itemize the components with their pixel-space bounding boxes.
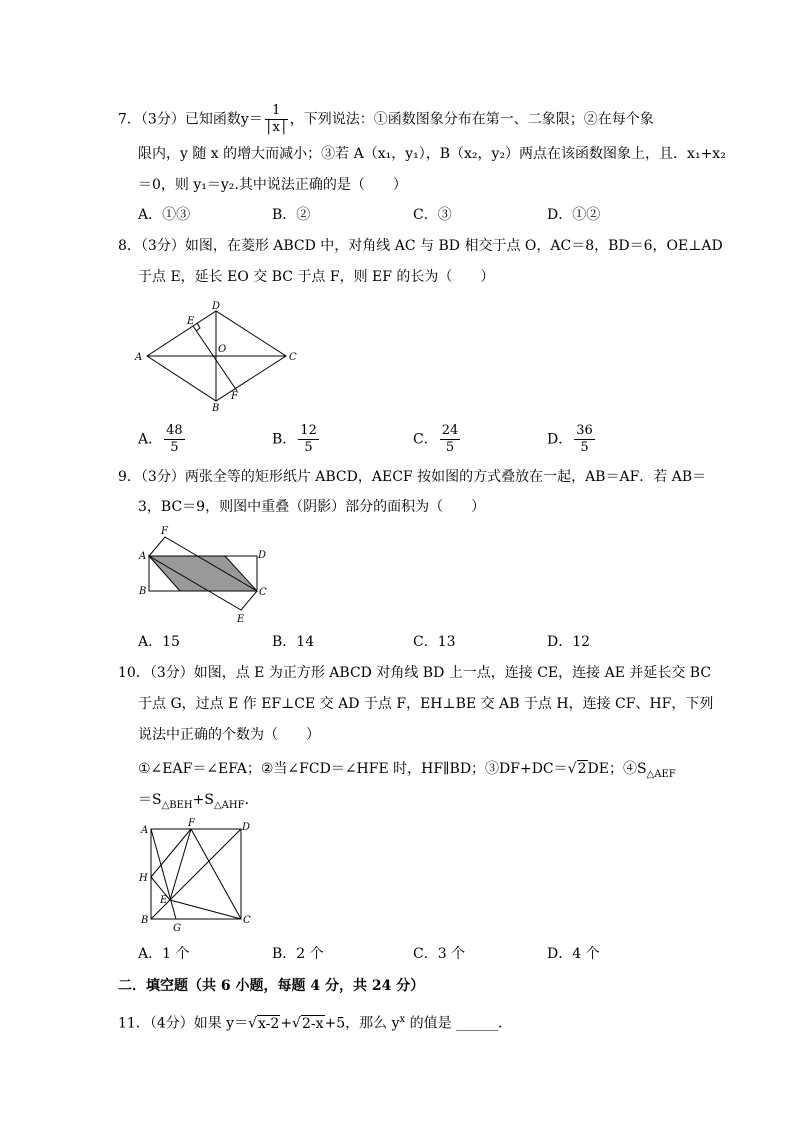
q10-option-c: C．3 个 (413, 946, 466, 962)
q9-rectangles-figure (130, 520, 280, 630)
label-c: C (243, 915, 251, 926)
label-d: D (212, 301, 221, 312)
q8-option-c: C． $\frac{24}{5}$ (413, 423, 459, 455)
q10-line3: 说法中正确的个数为（ ） (138, 727, 320, 743)
label-f: F (231, 391, 238, 402)
q7-option-a: A．①③ (138, 207, 191, 223)
q7-option-b: B．② (272, 207, 311, 223)
q9-option-a: A．15 (138, 634, 180, 650)
q10-line2: 于点 G，过点 E 作 EF⊥CE 交 AD 于点 F，EH⊥BE 交 AB 于点 H，连接 CF、HF，下列 (138, 696, 714, 712)
q7-option-d: D．①② (547, 207, 601, 223)
label-c: C (259, 587, 267, 598)
q11-answer-blank[interactable]: ______ (456, 1015, 499, 1032)
line-hf (151, 829, 191, 877)
q9-option-b: B．14 (272, 634, 315, 650)
q10-option-d: D．4 个 (547, 946, 600, 962)
label-f: F (188, 818, 195, 829)
line-cf (191, 829, 241, 919)
q7-option-c: C．③ (413, 207, 452, 223)
line-ec (170, 900, 241, 919)
label-a: A (139, 551, 147, 562)
q8-option-b: B． $\frac{12}{5}$ (272, 423, 317, 455)
label-e: E (187, 316, 195, 327)
q7-line1: 7．（3分）已知函数y＝ $\frac{1}{│x│}$ ，下列说法：①函数图象分布在第一、二象限；②在每个象 (118, 103, 654, 135)
q8-option-d: D． $\frac{36}{5}$ (547, 423, 593, 455)
label-h: H (139, 873, 148, 884)
label-e: E (237, 614, 245, 625)
q10-square-figure (130, 815, 260, 935)
section2-heading: 二．填空题（共 6 小题，每题 4 分，共 24 分） (118, 978, 425, 994)
label-a: A (135, 352, 143, 363)
label-b: B (139, 586, 147, 597)
q8-option-a: A． $\frac{48}{5}$ (138, 423, 183, 455)
label-e: E (160, 895, 168, 906)
label-c: C (289, 352, 297, 363)
q7-fraction: $\frac{1}{│x│}$ (264, 103, 288, 135)
label-d: D (258, 550, 267, 561)
q10-option-a: A．1 个 (138, 946, 190, 962)
label-f: F (161, 526, 168, 537)
q7-line3: ＝0，则 y₁＝y₂.其中说法正确的是（ ） (138, 177, 407, 193)
q9-line1: 9．（3分）两张全等的矩形纸片 ABCD，AECF 按如图的方式叠放在一起，AB＝AF．若 AB＝ (118, 469, 707, 485)
label-d: D (242, 822, 251, 833)
q8-rhombus-figure (130, 300, 310, 415)
q10-line4: ①∠EAF＝∠EFA；②当∠FCD＝∠HFE 时，HF∥BD；③DF+DC＝√2DE；$④S_{\triangle AEF}$ (138, 761, 676, 780)
label-b: B (212, 403, 220, 414)
q7-line2: 限内，y 随 x 的增大而减小；③若 A（x₁，y₁），B（x₂，y₂）两点在该函数图象上，且．x₁+x₂ (138, 146, 726, 162)
label-g: G (173, 923, 181, 934)
q10-line1: 10．（3分）如图，点 E 为正方形 ABCD 对角线 BD 上一点，连接 CE，连接 AE 并延长交 BC (118, 665, 712, 681)
q7-y-eq: y＝ (240, 111, 263, 128)
q8-line1: 8．（3分）如图，在菱形 ABCD 中，对角线 AC 与 BD 相交于点 O，AC＝8，BD＝6，OE⊥AD (118, 238, 723, 254)
label-b: B (141, 915, 149, 926)
q10-option-b: B．2 个 (272, 946, 324, 962)
q9-option-d: D．12 (547, 634, 591, 650)
q8-line2: 于点 E，延长 EO 交 BC 于点 F，则 EF 的长为（ ） (138, 269, 495, 285)
label-a: A (141, 825, 149, 836)
q9-line2: 3，BC＝9，则图中重叠（阴影）部分的面积为（ ） (138, 499, 486, 515)
q10-line5: $=S_{\triangle BEH}+S_{\triangle AHF}$． (138, 792, 259, 811)
segment-ef (193, 326, 237, 391)
q9-option-c: C．13 (413, 634, 456, 650)
overlap-shaded (149, 556, 257, 591)
q11-line: 11．（4分）如果 y＝√x-2+√2-x+5，那么 $y^x$ 的值是 ______． (118, 1014, 513, 1032)
label-o: O (218, 344, 227, 355)
